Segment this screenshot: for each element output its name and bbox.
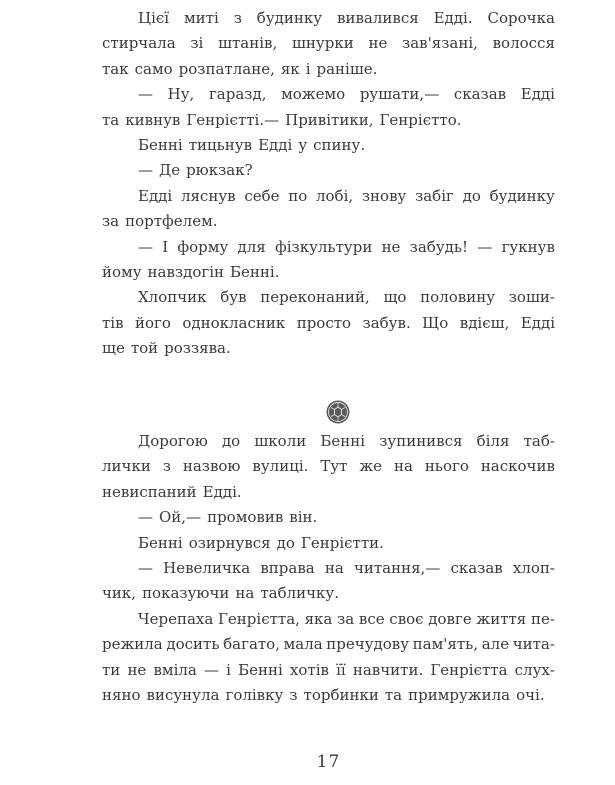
book-page — [102, 0, 555, 785]
text-line: няно висунула голівку з торбинки та примружила очі. — [102, 685, 545, 704]
text-line: режила досить багато, мала пречудову пам'ять, але чита- — [102, 635, 555, 654]
text-line: Бенні озирнувся до Генрієтти. — [138, 533, 384, 552]
turtle-shell-icon — [326, 400, 350, 424]
text-line: чик, показуючи на табличку. — [102, 584, 340, 603]
text-line: стирчала зі штанів, шнурки не зав'язані, волосся — [102, 34, 555, 53]
text-line: — Де рюкзак? — [138, 161, 253, 180]
text-line: Бенні тицьнув Едді у спину. — [138, 135, 366, 154]
text-line: Цієї миті з будинку вивалився Едді. Сорочка — [138, 9, 555, 27]
text-section-2 — [102, 429, 555, 708]
page-number: 17 — [316, 752, 341, 772]
text-line: Черепаха Генрієтта, яка за все своє довге життя пе- — [138, 609, 555, 628]
text-line: — Невеличка вправа на читання,— сказав хлоп- — [138, 558, 555, 577]
text-line: невиспаний Едді. — [102, 482, 242, 501]
text-line: тів його однокласник просто забув. Що вдієш, Едді — [102, 313, 555, 332]
text-section-1 — [102, 6, 555, 361]
text-line: — Ой,— промовив він. — [138, 508, 318, 527]
text-line: ще той роззява. — [102, 339, 231, 358]
text-line: за портфелем. — [102, 212, 218, 231]
text-line: Едді ляснув себе по лобі, знову забіг до будинку — [138, 186, 555, 205]
text-line: — І форму для фізкультури не забудь! — гукнув — [138, 237, 555, 256]
text-line: лички з назвою вулиці. Тут же на нього наскочив — [102, 457, 555, 476]
text-line: ти не вміла — і Бенні хотів її навчити. Генрієтта слух- — [102, 660, 555, 679]
text-line: Хлопчик був переконаний, що половину зоши- — [138, 288, 555, 307]
text-line: та кивнув Генрієтті.— Привітики, Генрієтто. — [102, 110, 462, 129]
text-line: так само розпатлане, як і раніше. — [102, 59, 378, 78]
text-line: — Ну, гаразд, можемо рушати,— сказав Едді — [138, 85, 555, 104]
text-line: йому навздогін Бенні. — [102, 262, 280, 281]
text-line: Дорогою до школи Бенні зупинився біля таб- — [138, 432, 555, 450]
